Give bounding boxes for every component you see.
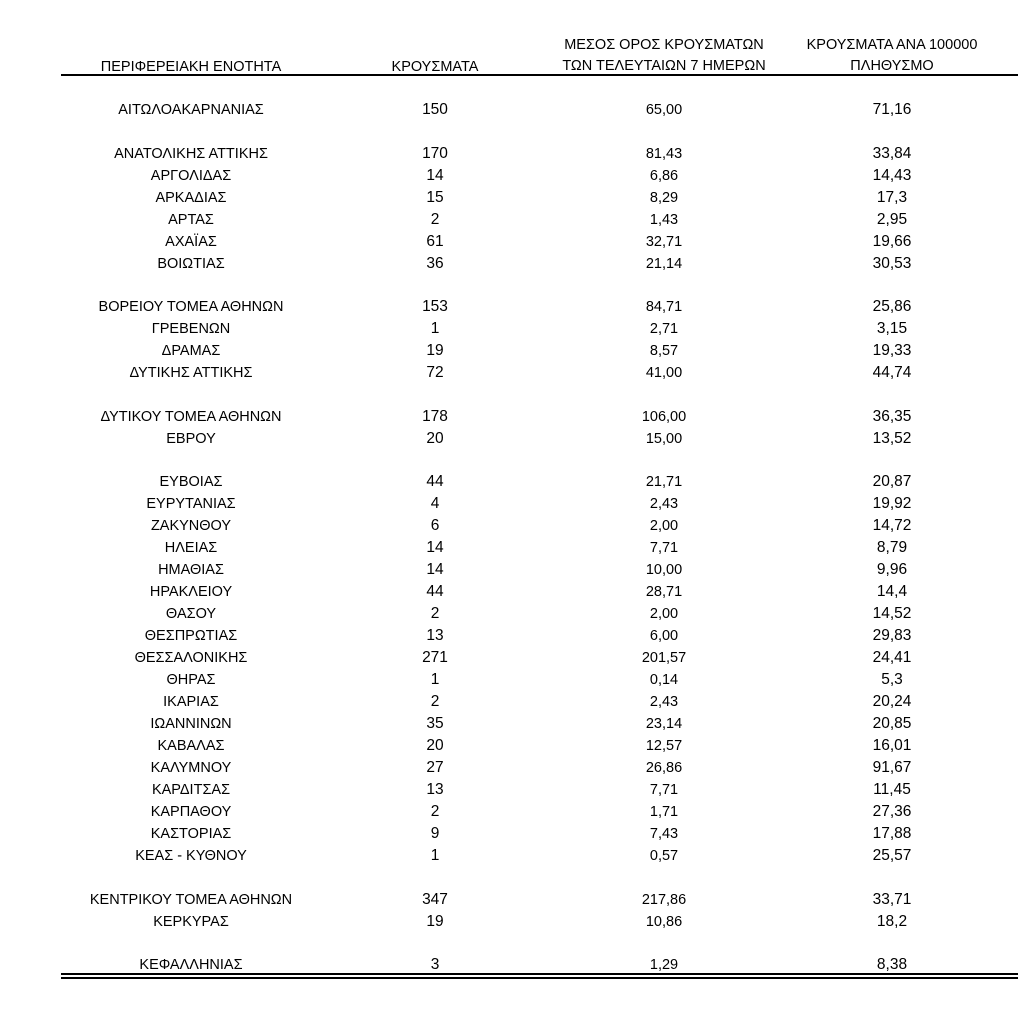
cell-cases: 35: [426, 715, 444, 732]
table-row: [0, 845, 1019, 867]
cell-region: ΕΥΒΟΙΑΣ: [159, 474, 223, 490]
cell-per100k: 25,86: [872, 298, 912, 315]
cell-avg: 15,00: [645, 431, 683, 447]
header-avg-line1: ΜΕΣΟΣ ΟΡΟΣ ΚΡΟΥΣΜΑΤΩΝ: [564, 37, 764, 53]
cell-cases: 44: [426, 583, 444, 600]
cell-per100k: 24,41: [872, 649, 912, 666]
cell-per100k: 30,53: [872, 255, 912, 272]
cell-per100k: 25,57: [872, 847, 912, 864]
cell-cases: 150: [422, 101, 448, 118]
cell-cases: 19: [426, 342, 444, 359]
cell-avg: 26,86: [645, 760, 683, 776]
cell-per100k: 20,85: [872, 715, 912, 732]
cell-per100k: 14,43: [872, 167, 912, 184]
header-per100k-line1: ΚΡΟΥΣΜΑΤΑ ΑΝΑ 100000: [806, 37, 978, 53]
cell-per100k: 14,52: [872, 605, 912, 622]
cell-avg: 2,00: [649, 606, 679, 622]
cell-per100k: 19,33: [872, 342, 912, 359]
table-row: [0, 691, 1019, 713]
cell-region: ΑΙΤΩΛΟΑΚΑΡΝΑΝΙΑΣ: [118, 102, 264, 118]
table-row: [0, 801, 1019, 823]
cell-cases: 20: [426, 430, 444, 447]
cell-cases: 271: [422, 649, 448, 666]
table-row: [0, 99, 1019, 121]
cell-avg: 32,71: [645, 234, 683, 250]
cell-per100k: 19,92: [872, 495, 912, 512]
cell-region: ΚΕΑΣ - ΚΥΘΝΟΥ: [135, 848, 247, 864]
cell-cases: 2: [430, 605, 440, 622]
table-row: [0, 647, 1019, 669]
cell-cases: 170: [422, 145, 448, 162]
cell-avg: 7,71: [649, 782, 679, 798]
cell-avg: 7,71: [649, 540, 679, 556]
cell-cases: 14: [426, 561, 444, 578]
table-row: [0, 209, 1019, 231]
table-row: [0, 515, 1019, 537]
cell-avg: 12,57: [645, 738, 683, 754]
cell-region: ΔΥΤΙΚΗΣ ΑΤΤΙΚΗΣ: [129, 365, 253, 381]
table-row: [0, 537, 1019, 559]
cell-region: ΗΜΑΘΙΑΣ: [158, 562, 224, 578]
cell-per100k: 14,72: [872, 517, 912, 534]
cell-cases: 44: [426, 473, 444, 490]
cell-per100k: 33,84: [872, 145, 912, 162]
cell-avg: 6,86: [649, 168, 679, 184]
cell-avg: 65,00: [645, 102, 683, 118]
cell-per100k: 18,2: [876, 913, 908, 930]
cell-cases: 1: [430, 320, 440, 337]
cell-region: ΚΕΡΚΥΡΑΣ: [153, 914, 229, 930]
cell-per100k: 33,71: [872, 891, 912, 908]
header-cases: ΚΡΟΥΣΜΑΤΑ: [391, 59, 479, 75]
cell-cases: 1: [430, 847, 440, 864]
cell-per100k: 17,3: [876, 189, 908, 206]
cell-avg: 201,57: [641, 650, 687, 666]
cell-avg: 1,71: [649, 804, 679, 820]
cell-region: ΚΑΒΑΛΑΣ: [157, 738, 225, 754]
cell-region: ΚΑΡΠΑΘΟΥ: [150, 804, 232, 820]
cell-per100k: 14,4: [876, 583, 908, 600]
cell-avg: 23,14: [645, 716, 683, 732]
cell-per100k: 8,79: [876, 539, 908, 556]
cell-region: ΑΡΤΑΣ: [168, 212, 214, 228]
cell-cases: 1: [430, 671, 440, 688]
cell-avg: 10,86: [645, 914, 683, 930]
cell-per100k: 20,24: [872, 693, 912, 710]
header-region: ΠΕΡΙΦΕΡΕΙΑΚΗ ΕΝΟΤΗΤΑ: [100, 59, 282, 75]
cell-avg: 6,00: [649, 628, 679, 644]
cell-region: ΙΚΑΡΙΑΣ: [163, 694, 219, 710]
cell-per100k: 11,45: [873, 781, 911, 798]
cell-cases: 36: [426, 255, 444, 272]
cell-region: ΕΒΡΟΥ: [166, 431, 216, 447]
cell-region: ΒΟΡΕΙΟΥ ΤΟΜΕΑ ΑΘΗΝΩΝ: [98, 299, 284, 315]
table-row: [0, 406, 1019, 428]
cell-region: ΙΩΑΝΝΙΝΩΝ: [150, 716, 232, 732]
cell-avg: 0,14: [649, 672, 679, 688]
cell-region: ΔΡΑΜΑΣ: [161, 343, 221, 359]
cell-region: ΚΕΝΤΡΙΚΟΥ ΤΟΜΕΑ ΑΘΗΝΩΝ: [89, 892, 293, 908]
cell-region: ΑΡΚΑΔΙΑΣ: [155, 190, 227, 206]
table-row: [0, 318, 1019, 340]
cell-region: ΘΑΣΟΥ: [165, 606, 217, 622]
cell-region: ΗΛΕΙΑΣ: [164, 540, 218, 556]
header-divider: [61, 74, 1018, 76]
cell-region: ΘΕΣΣΑΛΟΝΙΚΗΣ: [134, 650, 248, 666]
cell-region: ΓΡΕΒΕΝΩΝ: [151, 321, 231, 337]
cell-cases: 178: [422, 408, 448, 425]
table-row: [0, 757, 1019, 779]
cell-per100k: 17,88: [872, 825, 912, 842]
cell-cases: 14: [426, 167, 444, 184]
cell-cases: 13: [426, 781, 444, 798]
cell-region: ΑΡΓΟΛΙΔΑΣ: [150, 168, 232, 184]
table-row: [0, 669, 1019, 691]
cell-avg: 84,71: [645, 299, 683, 315]
cell-cases: 15: [426, 189, 444, 206]
cell-avg: 21,14: [645, 256, 683, 272]
cell-avg: 41,00: [645, 365, 683, 381]
table-row: [0, 471, 1019, 493]
cell-avg: 1,29: [649, 957, 679, 973]
cell-per100k: 3,15: [876, 320, 908, 337]
cell-avg: 28,71: [645, 584, 683, 600]
cell-cases: 3: [430, 956, 440, 973]
table-row: [0, 603, 1019, 625]
cell-cases: 4: [430, 495, 440, 512]
cell-per100k: 71,16: [872, 101, 912, 118]
table-row: [0, 340, 1019, 362]
table-row: [0, 296, 1019, 318]
cell-per100k: 2,95: [876, 211, 908, 228]
cell-per100k: 29,83: [872, 627, 912, 644]
table-row: [0, 625, 1019, 647]
cell-per100k: 16,01: [872, 737, 912, 754]
table-row: [0, 362, 1019, 384]
table-row: [0, 428, 1019, 450]
table-row: [0, 911, 1019, 933]
cell-avg: 81,43: [645, 146, 683, 162]
cell-region: ΕΥΡΥΤΑΝΙΑΣ: [146, 496, 236, 512]
table-row: [0, 559, 1019, 581]
cell-cases: 27: [426, 759, 444, 776]
table-row: [0, 165, 1019, 187]
cell-per100k: 44,74: [872, 364, 912, 381]
cell-avg: 2,43: [649, 496, 679, 512]
cell-cases: 9: [430, 825, 440, 842]
cell-per100k: 27,36: [872, 803, 912, 820]
cell-cases: 72: [426, 364, 444, 381]
cell-per100k: 8,38: [876, 956, 908, 973]
cell-avg: 1,43: [649, 212, 679, 228]
table-row: [0, 143, 1019, 165]
cell-region: ΚΑΛΥΜΝΟΥ: [150, 760, 232, 776]
table-row: [0, 889, 1019, 911]
table-row: [0, 493, 1019, 515]
header-per100k-line2: ΠΛΗΘΥΣΜΟ: [850, 58, 934, 74]
cell-avg: 7,43: [649, 826, 679, 842]
cell-cases: 347: [422, 891, 448, 908]
cell-region: ΖΑΚΥΝΘΟΥ: [150, 518, 232, 534]
table-row: [0, 779, 1019, 801]
table-row: [0, 735, 1019, 757]
cell-avg: 2,43: [649, 694, 679, 710]
cell-region: ΚΑΣΤΟΡΙΑΣ: [150, 826, 232, 842]
cell-per100k: 19,66: [872, 233, 912, 250]
cell-region: ΔΥΤΙΚΟΥ ΤΟΜΕΑ ΑΘΗΝΩΝ: [100, 409, 282, 425]
cell-region: ΚΑΡΔΙΤΣΑΣ: [151, 782, 231, 798]
cell-cases: 14: [426, 539, 444, 556]
cell-region: ΚΕΦΑΛΛΗΝΙΑΣ: [139, 957, 243, 973]
cell-per100k: 9,96: [876, 561, 908, 578]
cell-region: ΘΗΡΑΣ: [166, 672, 216, 688]
cell-avg: 106,00: [641, 409, 687, 425]
cell-avg: 8,57: [649, 343, 679, 359]
cell-region: ΑΧΑΪΑΣ: [165, 234, 217, 250]
cell-region: ΑΝΑΤΟΛΙΚΗΣ ΑΤΤΙΚΗΣ: [114, 146, 268, 162]
table-row: [0, 253, 1019, 275]
cell-per100k: 36,35: [872, 408, 912, 425]
cell-cases: 13: [426, 627, 444, 644]
cell-per100k: 91,67: [872, 759, 912, 776]
table-row: [0, 581, 1019, 603]
cell-avg: 2,00: [649, 518, 679, 534]
table-row: [0, 231, 1019, 253]
cell-avg: 8,29: [649, 190, 679, 206]
table-row: [0, 713, 1019, 735]
cell-cases: 61: [426, 233, 444, 250]
cell-region: ΘΕΣΠΡΩΤΙΑΣ: [144, 628, 238, 644]
cell-region: ΗΡΑΚΛΕΙΟΥ: [149, 584, 233, 600]
cell-cases: 6: [430, 517, 440, 534]
bottom-rule-1: [61, 973, 1018, 975]
cell-cases: 153: [422, 298, 448, 315]
cell-avg: 10,00: [645, 562, 683, 578]
cell-per100k: 13,52: [872, 430, 912, 447]
cell-cases: 2: [430, 803, 440, 820]
cell-avg: 0,57: [649, 848, 679, 864]
cell-per100k: 5,3: [881, 671, 903, 688]
cell-per100k: 20,87: [872, 473, 912, 490]
cell-avg: 21,71: [645, 474, 683, 490]
bottom-rule-2: [61, 977, 1018, 979]
cell-avg: 217,86: [641, 892, 687, 908]
cell-cases: 2: [430, 211, 440, 228]
cell-cases: 20: [426, 737, 444, 754]
cell-avg: 2,71: [649, 321, 679, 337]
cell-cases: 2: [430, 693, 440, 710]
header-avg-line2: ΤΩΝ ΤΕΛΕΥΤΑΙΩΝ 7 ΗΜΕΡΩΝ: [562, 58, 766, 74]
cell-cases: 19: [426, 913, 444, 930]
table-row: [0, 187, 1019, 209]
table-row: [0, 823, 1019, 845]
cell-region: ΒΟΙΩΤΙΑΣ: [157, 256, 225, 272]
